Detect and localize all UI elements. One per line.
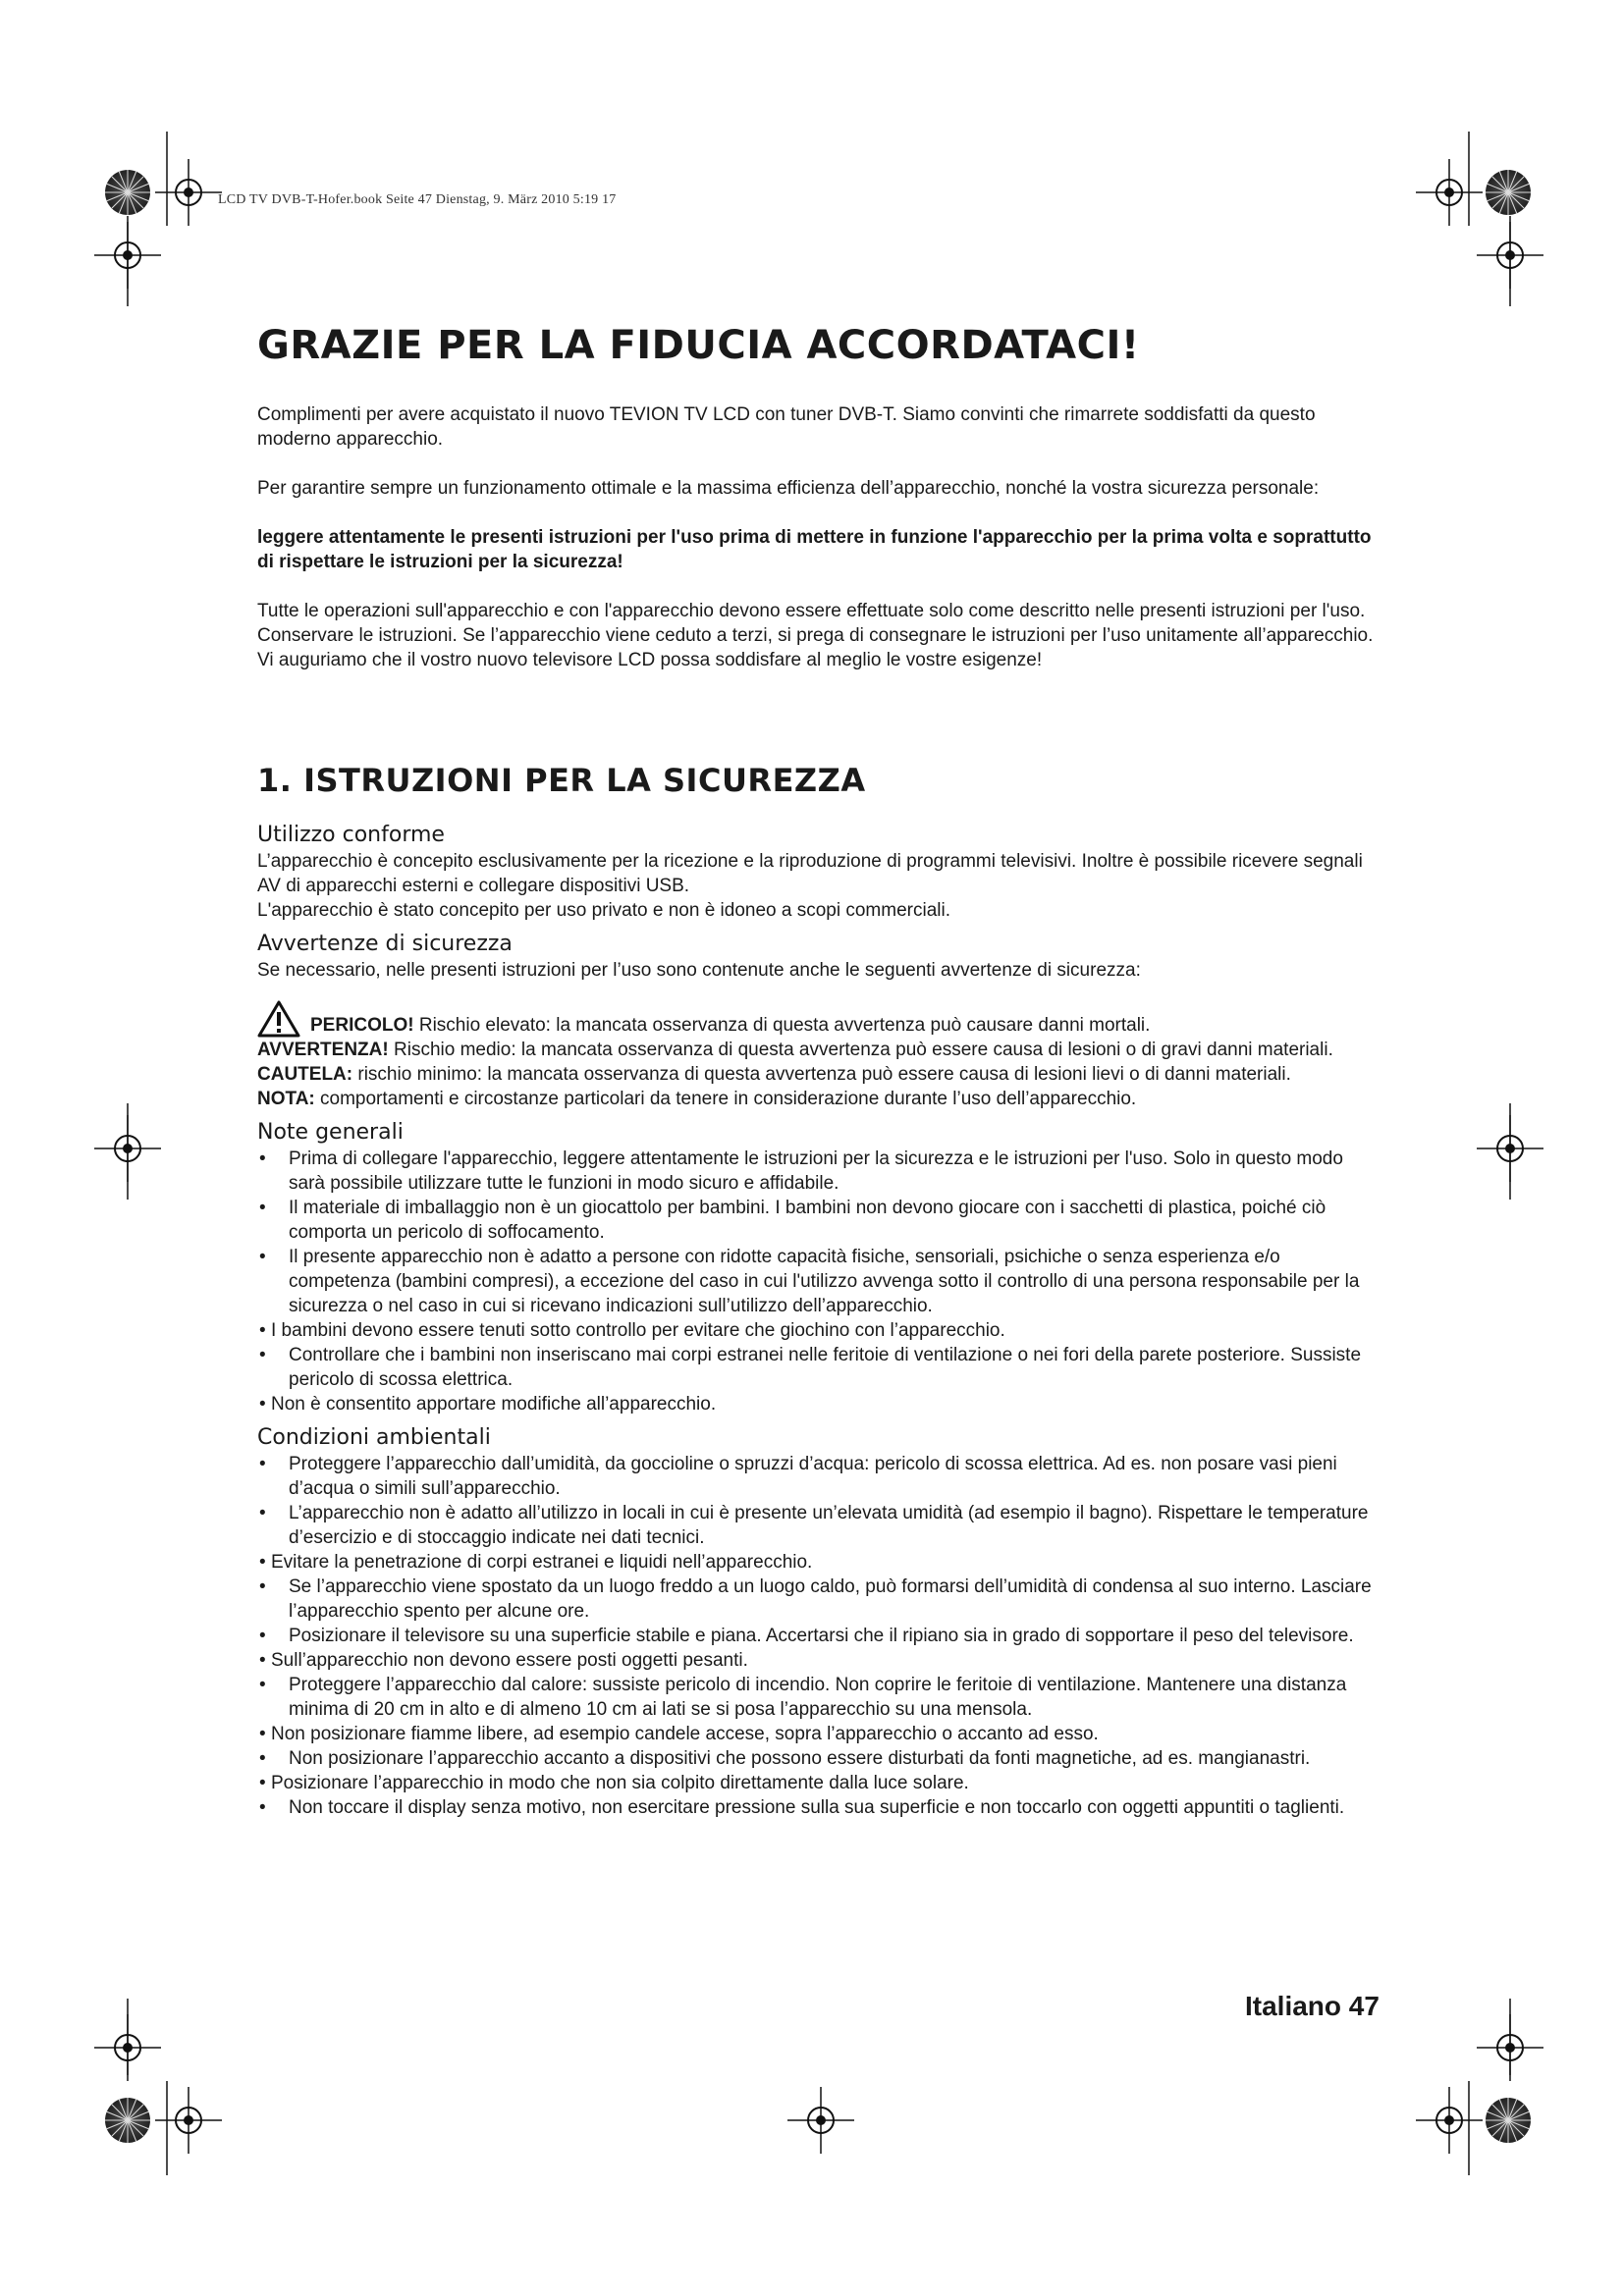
- section-title: 1. ISTRUZIONI PER LA SICUREZZA: [257, 762, 866, 799]
- subheading-avvertenze: Avvertenze di sicurezza: [257, 932, 513, 956]
- warning-triangle-icon: [257, 1000, 300, 1038]
- cautela-label: CAUTELA:: [257, 1064, 353, 1085]
- body-paragraph: L'apparecchio è stato concepito per uso privato e non è idoneo a scopi commerciali.: [257, 900, 950, 921]
- nota-text: comportamenti e circostanze particolari da tenere in considerazione durante l’uso dell’apparecchio.: [314, 1089, 1137, 1109]
- nota-label: NOTA:: [257, 1089, 315, 1109]
- list-item: • Proteggere l’apparecchio dal calore: sussiste pericolo di incendio. Non coprire le feritoie di ventilazione. Mantenere una distanza minima di 20 cm in alto e di almeno 10 cm ai lati se si posa l’apparecchio su una mensola.: [257, 1673, 1384, 1722]
- list-item: • L’apparecchio non è adatto all’utilizzo in locali in cui è presente un’elevata umidità (ad esempio il bagno). Rispettare le temperature d’esercizio e di stoccaggio indicate nei dati tecnici.: [257, 1501, 1384, 1550]
- list-item: • Non posizionare l’apparecchio accanto a dispositivi che possono essere disturbati da fonti magnetiche, ad es. mangianastri.: [257, 1746, 1384, 1771]
- pericolo-label: PERICOLO!: [310, 1015, 414, 1036]
- list-item: • Non posizionare fiamme libere, ad esempio candele accese, sopra l’apparecchio o accanto ad esso.: [257, 1722, 1384, 1746]
- subheading-note-generali: Note generali: [257, 1120, 404, 1145]
- warning-avvertenza: [257, 1038, 1384, 1062]
- body-paragraph: L’apparecchio è concepito esclusivamente per la ricezione e la riproduzione di programmi televisivi. Inoltre è possibile ricevere segnali AV di apparecchi esterni e collegare dispositivi USB.: [257, 851, 1363, 896]
- page-content: [257, 322, 1384, 1824]
- intro-paragraph: Conservare le istruzioni. Se l’apparecchio viene ceduto a terzi, si prega di consegnare le istruzioni per l’uso unitamente all’apparecchio.: [257, 625, 1374, 646]
- warning-nota: [257, 1087, 1384, 1111]
- intro-paragraph: Vi auguriamo che il vostro nuovo televisore LCD possa soddisfare al meglio le vostre esigenze!: [257, 650, 1043, 670]
- subheading-utilizzo: Utilizzo conforme: [257, 823, 445, 847]
- list-item: • Controllare che i bambini non inseriscano mai corpi estranei nelle feritoie di ventilazione o nei fori della parete posteriore. Sussiste pericolo di scossa elettrica.: [257, 1343, 1384, 1392]
- note-generali-list: [257, 1147, 1384, 1416]
- list-item: • Posizionare l’apparecchio in modo che non sia colpito direttamente dalla luce solare.: [257, 1771, 1384, 1795]
- intro-paragraph: Per garantire sempre un funzionamento ottimale e la massima efficienza dell’apparecchio, nonché la vostra sicurezza personale:: [257, 478, 1320, 499]
- subheading-condizioni: Condizioni ambientali: [257, 1425, 491, 1450]
- list-item: • Sull’apparecchio non devono essere posti oggetti pesanti.: [257, 1648, 1384, 1673]
- list-item: • Prima di collegare l'apparecchio, leggere attentamente le istruzioni per la sicurezza e le istruzioni per l'uso. Solo in questo modo sarà possibile utilizzare tutte le funzioni in modo sicuro e affidabile.: [257, 1147, 1384, 1196]
- condizioni-list: [257, 1452, 1384, 1820]
- list-item: • Non è consentito apportare modifiche all’apparecchio.: [257, 1392, 1384, 1416]
- list-item: • Il presente apparecchio non è adatto a persone con ridotte capacità fisiche, sensoriali, psichiche o senza esperienza e/o competenza (bambini compresi), a eccezione del caso in cui l'utilizzo avvenga sotto il controllo di una persona responsabile per la sicurezza o nel caso in cui si ricevano indicazioni sull’utilizzo dell’apparecchio.: [257, 1245, 1384, 1318]
- intro-paragraph: Complimenti per avere acquistato il nuovo TEVION TV LCD con tuner DVB-T. Siamo convinti che rimarrete soddisfatti da questo moderno apparecchio.: [257, 404, 1316, 450]
- intro-paragraph: Tutte le operazioni sull'apparecchio e con l'apparecchio devono essere effettuate solo come descritto nelle presenti istruzioni per l'uso.: [257, 601, 1366, 621]
- warning-pericolo: [257, 1000, 1384, 1038]
- list-item: • Proteggere l’apparecchio dall’umidità, da goccioline o spruzzi d’acqua: pericolo di scossa elettrica. Ad es. non posare vasi pieni d’acqua o simili sull’apparecchio.: [257, 1452, 1384, 1501]
- page-number: Italiano 47: [1245, 1991, 1380, 2021]
- pericolo-text: Rischio elevato: la mancata osservanza di questa avvertenza può causare danni mortali.: [413, 1015, 1151, 1036]
- list-item: • Posizionare il televisore su una superficie stabile e piana. Accertarsi che il ripiano sia in grado di sopportare il peso del televisore.: [257, 1624, 1384, 1648]
- list-item: • I bambini devono essere tenuti sotto controllo per evitare che giochino con l’apparecchio.: [257, 1318, 1384, 1343]
- cautela-text: rischio minimo: la mancata osservanza di questa avvertenza può essere causa di lesioni lievi o di danni materiali.: [352, 1064, 1291, 1085]
- avvertenza-text: Rischio medio: la mancata osservanza di questa avvertenza può essere causa di lesioni o di gravi danni materiali.: [388, 1040, 1333, 1060]
- list-item: • Non toccare il display senza motivo, non esercitare pressione sulla sua superficie e non toccarlo con oggetti appuntiti o taglienti.: [257, 1795, 1384, 1820]
- avvertenza-label: AVVERTENZA!: [257, 1040, 389, 1060]
- warning-levels: [257, 1000, 1384, 1111]
- intro-bold-instruction: leggere attentamente le presenti istruzioni per l'uso prima di mettere in funzione l'apparecchio per la prima volta e soprattutto di rispettare le istruzioni per la sicurezza!: [257, 527, 1372, 572]
- print-slug: LCD TV DVB-T-Hofer.book Seite 47 Dienstag, 9. März 2010 5:19 17: [218, 192, 617, 207]
- warning-cautela: [257, 1062, 1384, 1087]
- list-item: • Evitare la penetrazione di corpi estranei e liquidi nell’apparecchio.: [257, 1550, 1384, 1575]
- list-item: • Il materiale di imballaggio non è un giocattolo per bambini. I bambini non devono giocare con i sacchetti di plastica, poiché ciò comporta un pericolo di soffocamento.: [257, 1196, 1384, 1245]
- page-title: GRAZIE PER LA FIDUCIA ACCORDATACI!: [257, 323, 1140, 368]
- body-paragraph: Se necessario, nelle presenti istruzioni per l’uso sono contenute anche le seguenti avvertenze di sicurezza:: [257, 960, 1141, 981]
- list-item: • Se l’apparecchio viene spostato da un luogo freddo a un luogo caldo, può formarsi dell’umidità di condensa al suo interno. Lasciare l’apparecchio spento per alcune ore.: [257, 1575, 1384, 1624]
